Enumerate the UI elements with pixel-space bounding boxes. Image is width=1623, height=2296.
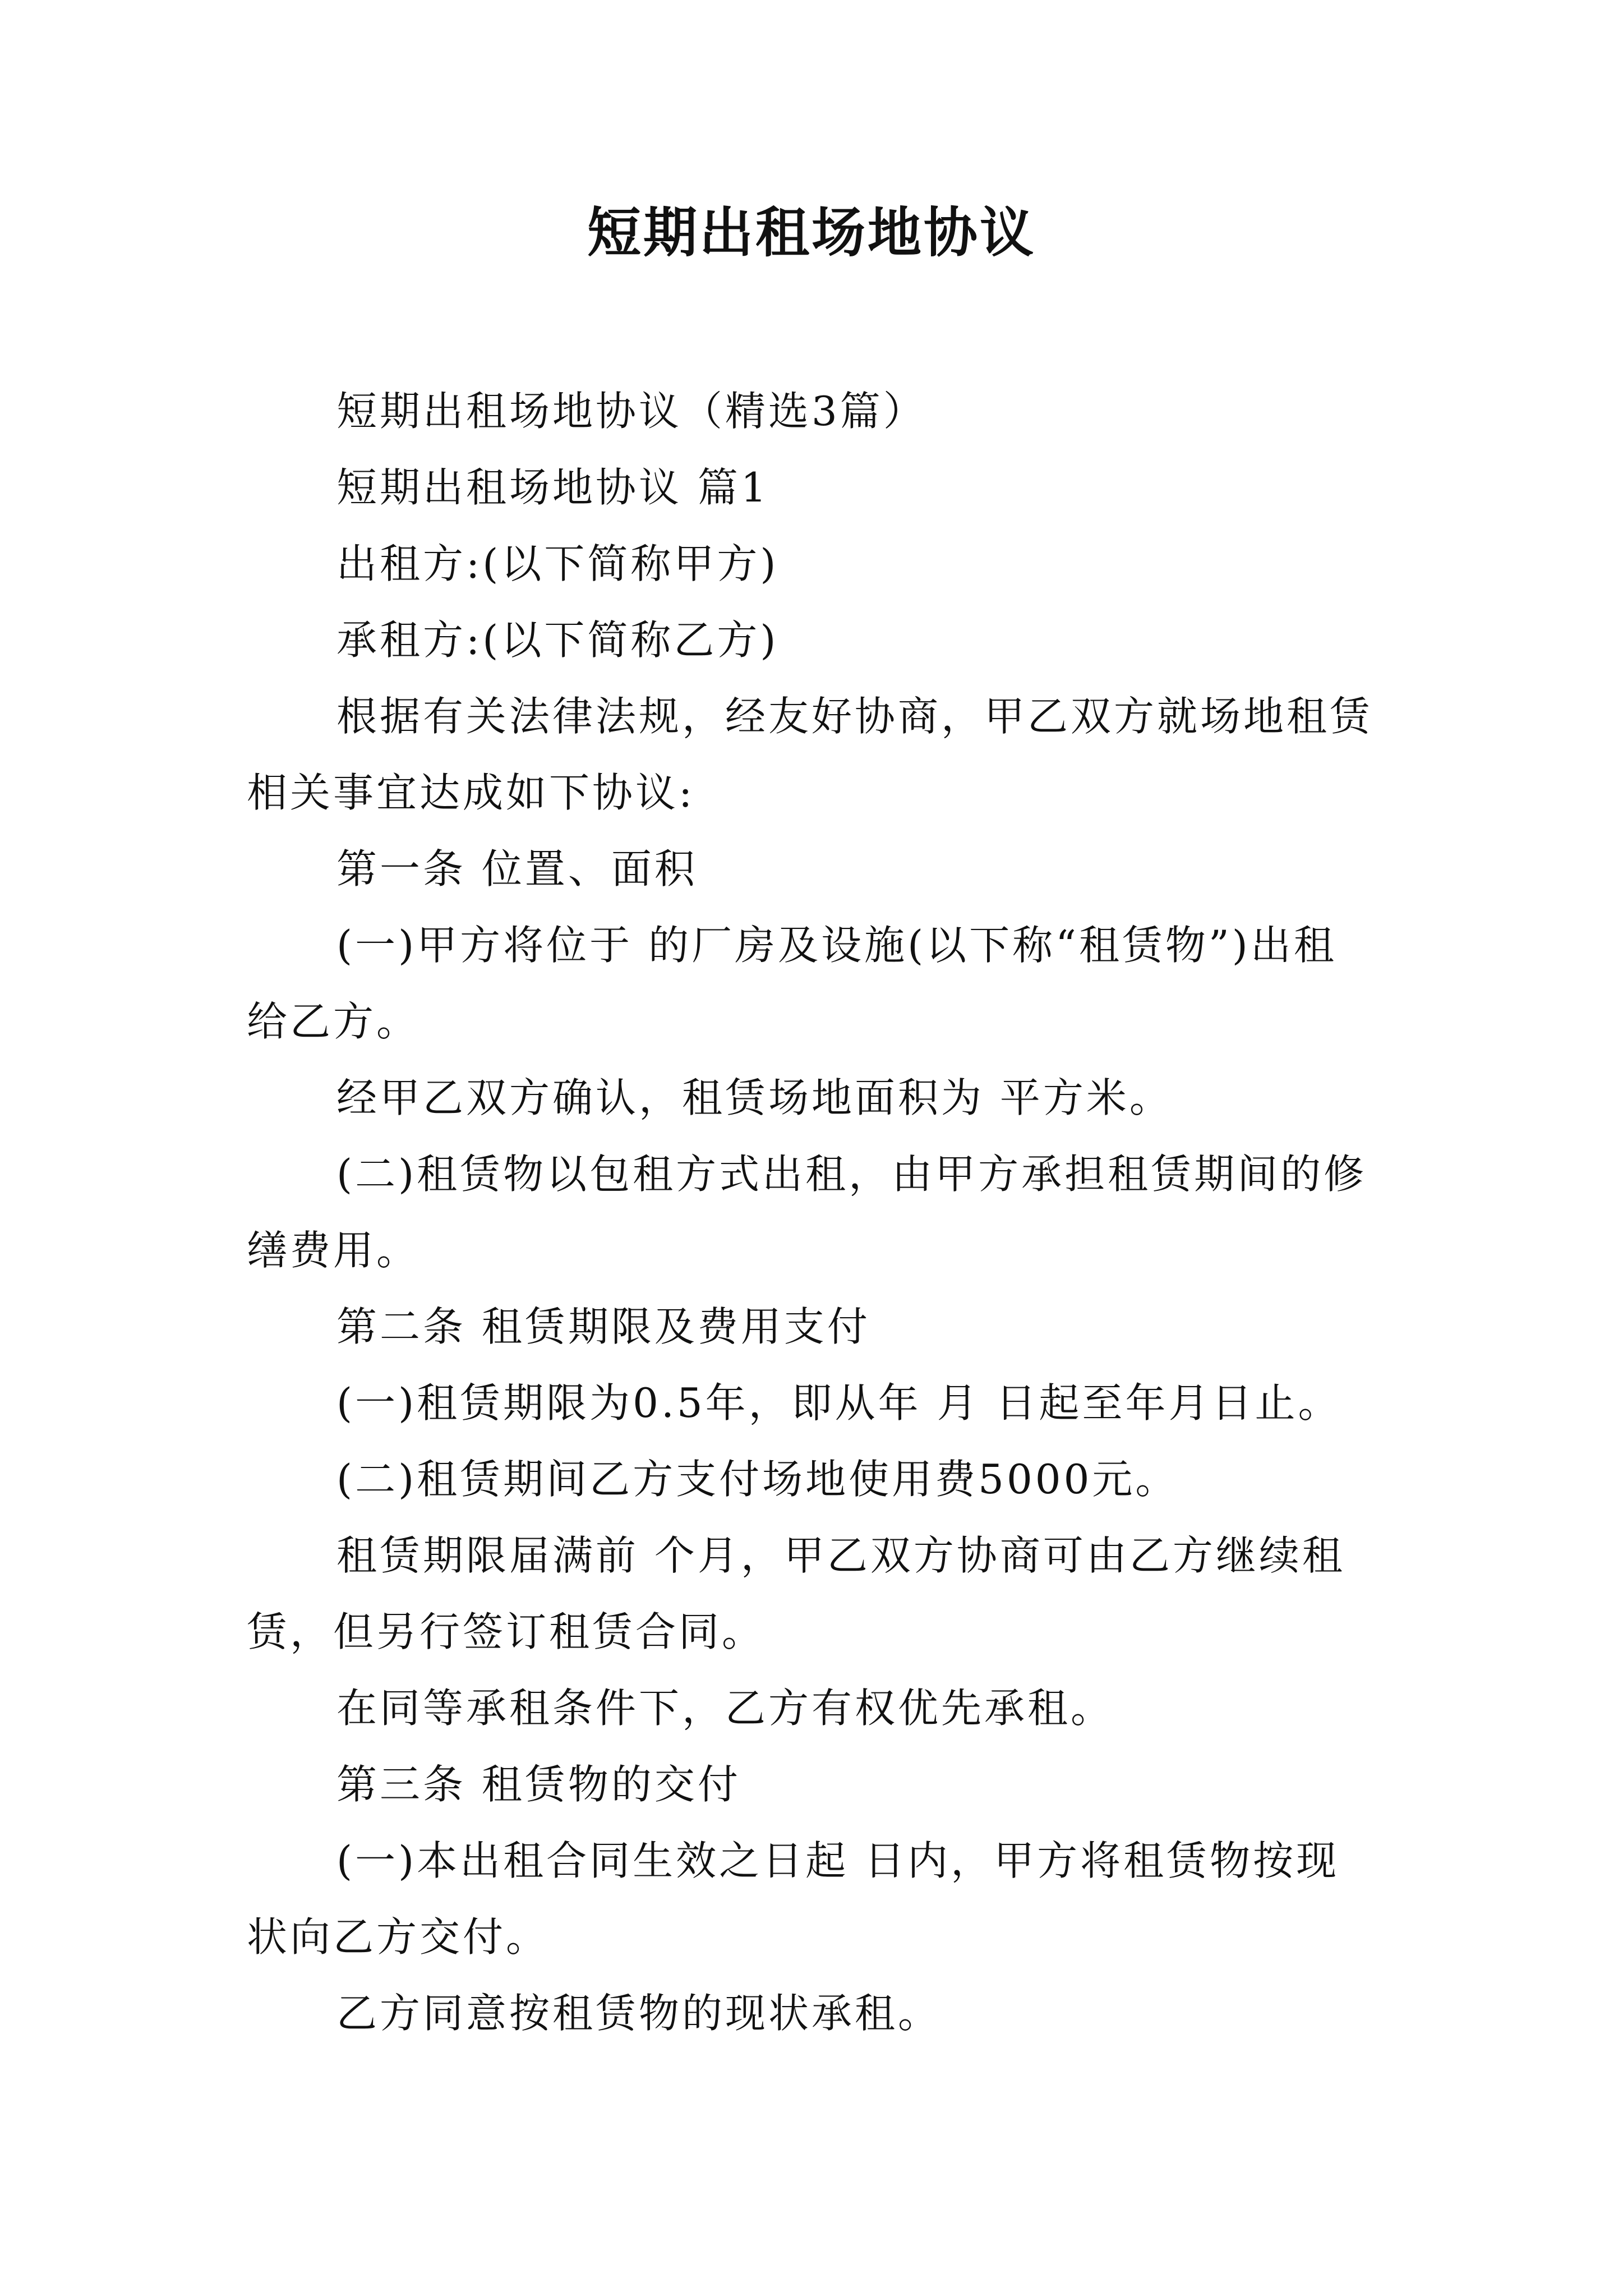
article-1-clause-1: (一)甲方将位于 的厂房及设施(以下称“租赁物”)出租给乙方。 <box>247 922 1337 1045</box>
article-2-clause-2: (二)租赁期间乙方支付场地使用费5000元。 <box>336 1456 1179 1503</box>
article-3-acceptance: 乙方同意按租赁物的现状承租。 <box>336 1990 942 2037</box>
paragraph-section-heading: 短期出租场地协议 篇1 <box>336 464 769 511</box>
article-3-clause-1: (一)本出租合同生效之日起 日内，甲方将租赁物按现状向乙方交付。 <box>247 1837 1340 1961</box>
document-title: 短期出租场地协议 <box>587 201 1036 264</box>
article-2-heading: 第二条 租赁期限及费用支付 <box>336 1303 870 1350</box>
article-2-renewal: 租赁期限届满前 个月，甲乙双方协商可由乙方继续租赁，但另行签订租赁合同。 <box>247 1532 1345 1655</box>
paragraph-preamble: 根据有关法律法规，经友好协商，甲乙双方就场地租赁相关事宜达成如下协议: <box>247 693 1373 816</box>
document-body <box>247 373 1380 2051</box>
article-1-area: 经甲乙双方确认，租赁场地面积为 平方米。 <box>336 1074 1173 1121</box>
paragraph-subtitle: 短期出租场地协议（精选3篇） <box>336 388 926 435</box>
article-2-clause-1: (一)租赁期限为0.5年，即从年 月 日起至年月日止。 <box>336 1379 1341 1427</box>
article-2-priority: 在同等承租条件下，乙方有权优先承租。 <box>336 1685 1114 1732</box>
article-3-heading: 第三条 租赁物的交付 <box>336 1761 741 1808</box>
article-1-clause-2: (二)租赁物以包租方式出租，由甲方承担租赁期间的修缮费用。 <box>247 1151 1367 1274</box>
article-1-heading: 第一条 位置、面积 <box>336 845 698 892</box>
paragraph-lessor: 出租方:(以下简称甲方) <box>336 540 779 587</box>
paragraph-lessee: 承租方:(以下简称乙方) <box>336 616 779 664</box>
